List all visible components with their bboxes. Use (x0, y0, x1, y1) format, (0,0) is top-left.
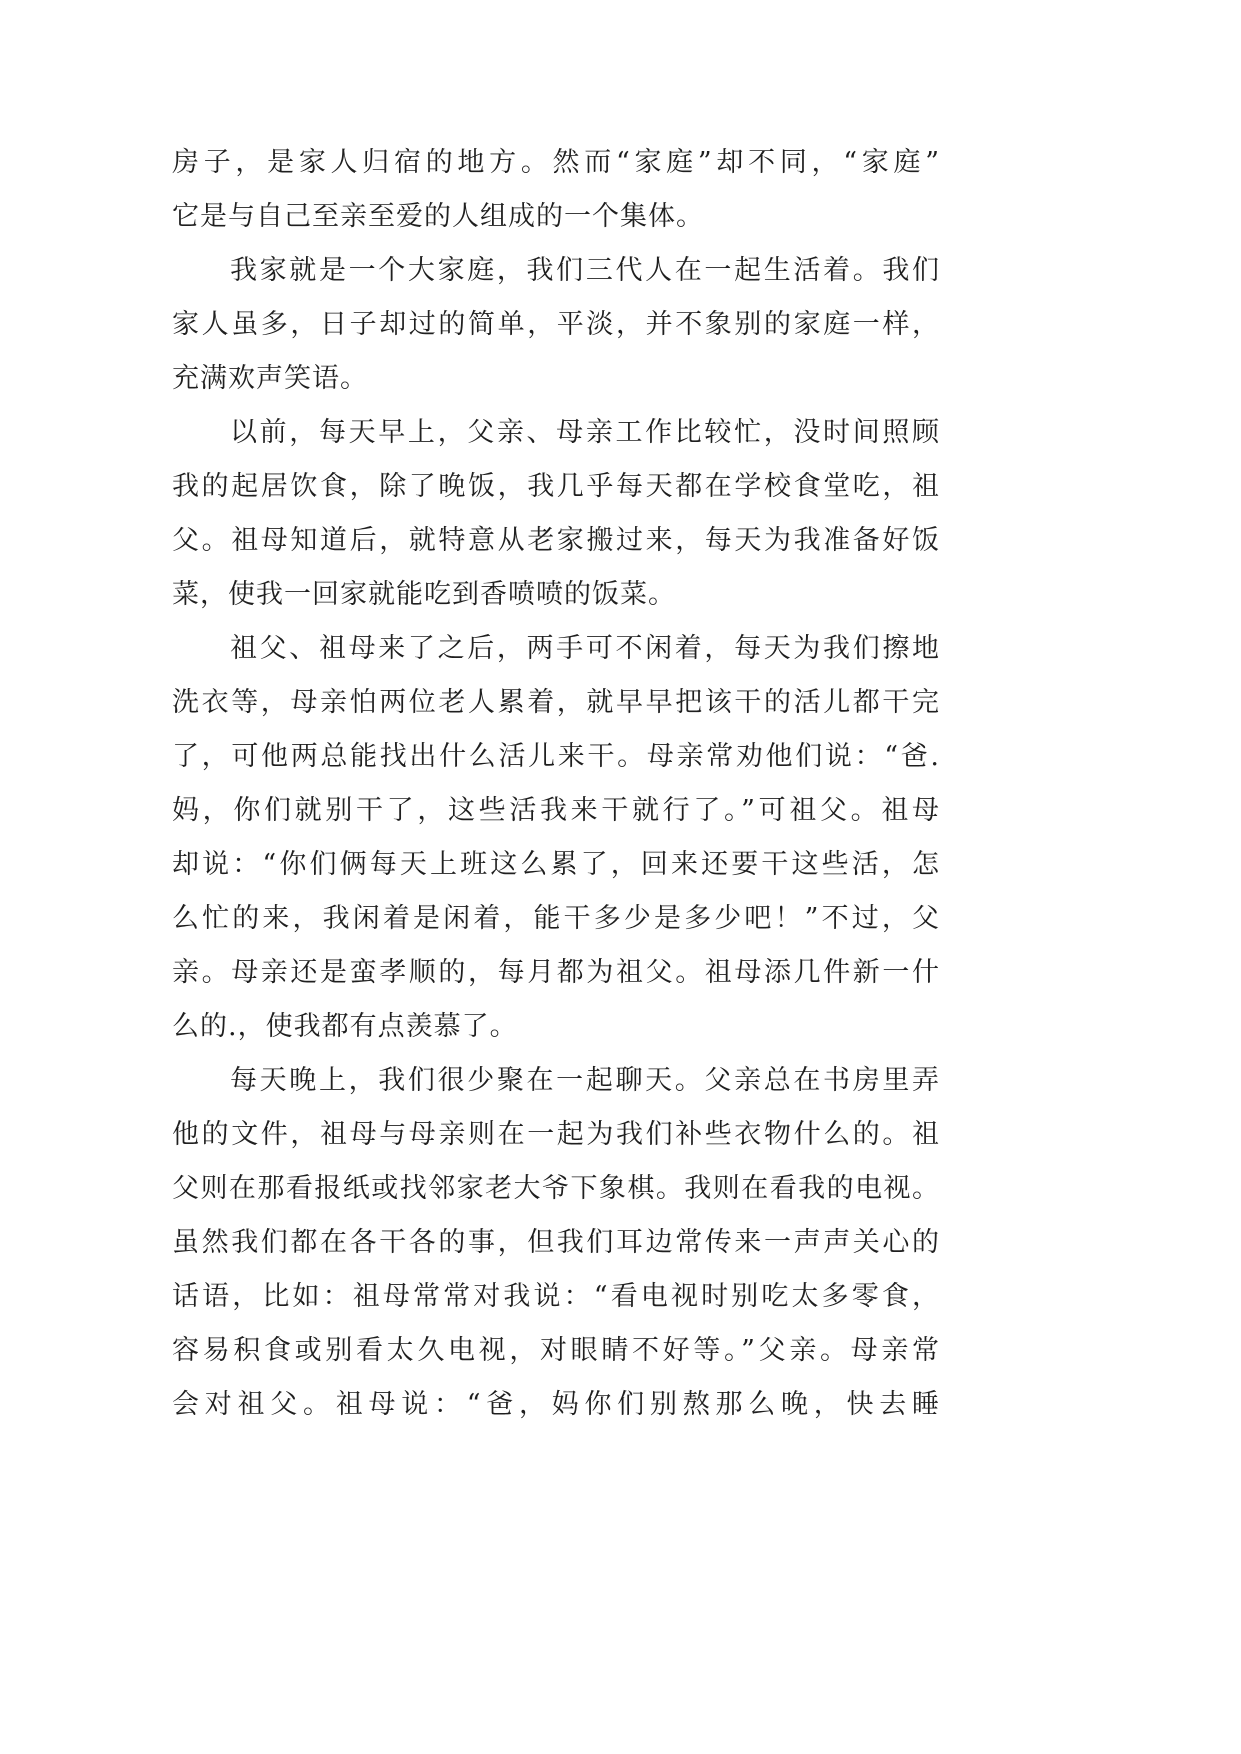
body-text (172, 136, 940, 1432)
text-line: 家人虽多，日子却过的简单，平淡，并不象别的家庭一样， (172, 309, 940, 340)
paragraph-4 (172, 622, 940, 1054)
text-line: 它是与自己至亲至爱的人组成的一个集体。 (172, 201, 704, 232)
text-line: 话语，比如：祖母常常对我说：“看电视时别吃太多零食， (172, 1281, 940, 1312)
text-line: 菜，使我一回家就能吃到香喷喷的饭菜。 (172, 579, 676, 610)
paragraph-5 (172, 1054, 940, 1432)
text-line: 妈，你们就别干了，这些活我来干就行了。”可祖父。祖母 (172, 795, 940, 826)
text-line: 以前，每天早上，父亲、母亲工作比较忙，没时间照顾 (230, 417, 940, 448)
text-line: 每天晚上，我们很少聚在一起聊天。父亲总在书房里弄 (230, 1065, 940, 1096)
text-line: 亲。母亲还是蛮孝顺的，每月都为祖父。祖母添几件新一什 (172, 957, 940, 988)
text-line: 我家就是一个大家庭，我们三代人在一起生活着。我们 (230, 255, 940, 286)
text-line: 祖父、祖母来了之后，两手可不闲着，每天为我们擦地 (230, 633, 940, 664)
text-line: 他的文件，祖母与母亲则在一起为我们补些衣物什么的。祖 (172, 1119, 940, 1150)
text-line: 父则在那看报纸或找邻家老大爷下象棋。我则在看我的电视。 (172, 1173, 940, 1204)
text-line: 房子，是家人归宿的地方。然而“家庭”却不同，“家庭” (172, 147, 940, 178)
text-line: 会对祖父。祖母说：“爸，妈你们别熬那么晚，快去睡 (172, 1389, 940, 1420)
text-line: 洗衣等，母亲怕两位老人累着，就早早把该干的活儿都干完 (172, 687, 940, 718)
text-line: 却说：“你们俩每天上班这么累了，回来还要干这些活，怎 (172, 849, 940, 880)
text-line: 么忙的来，我闲着是闲着，能干多少是多少吧！”不过，父 (172, 903, 940, 934)
paragraph-2 (172, 244, 940, 406)
text-line: 么的.，使我都有点羡慕了。 (172, 1011, 518, 1042)
text-line: 虽然我们都在各干各的事，但我们耳边常传来一声声关心的 (172, 1227, 940, 1258)
text-line: 父。祖母知道后，就特意从老家搬过来，每天为我准备好饭 (172, 525, 940, 556)
text-line: 充满欢声笑语。 (172, 363, 368, 394)
text-line: 了，可他两总能找出什么活儿来干。母亲常劝他们说：“爸. (172, 741, 940, 772)
text-line: 我的起居饮食，除了晚饭，我几乎每天都在学校食堂吃，祖 (172, 471, 940, 502)
paragraph-3 (172, 406, 940, 622)
paragraph-1 (172, 136, 940, 244)
text-line: 容易积食或别看太久电视，对眼睛不好等。”父亲。母亲常 (172, 1335, 940, 1366)
